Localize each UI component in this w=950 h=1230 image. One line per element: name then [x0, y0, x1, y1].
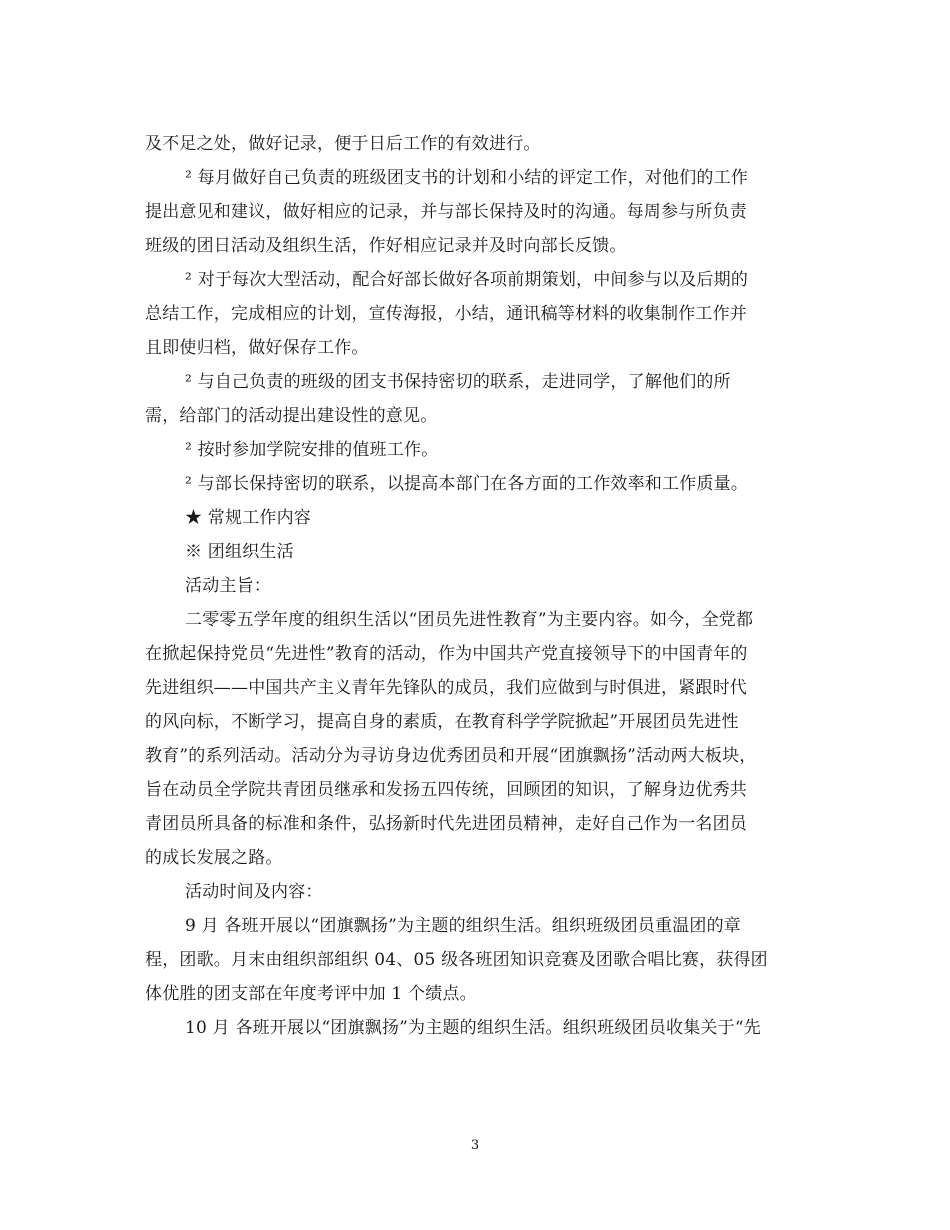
text-line: 先进组织——中国共产主义青年先锋队的成员，我们应做到与时俱进，紧跟时代 — [145, 678, 747, 698]
text-line: 青团员所具备的标准和条件，弘扬新时代先进团员精神，走好自己作为一名团员 — [145, 814, 747, 834]
body-text — [145, 127, 810, 1045]
text-line: 程，团歌。月末由组织部组织 04、05 级各班团知识竞赛及团歌合唱比赛，获得团 — [145, 950, 768, 970]
text-line: 教育”的系列活动。活动分为寻访身边优秀团员和开展“团旗飘扬”活动两大板块， — [145, 746, 757, 766]
text-line: 及不足之处，做好记录，便于日后工作的有效进行。 — [145, 134, 541, 154]
text-line: 需，给部门的活动提出建设性的意见。 — [145, 406, 438, 426]
text-line: 总结工作，完成相应的计划，宣传海报，小结，通讯稿等材料的收集制作工作并 — [145, 304, 747, 324]
text-line: 10 月 各班开展以“团旗飘扬”为主题的组织生活。组织班级团员收集关于“先 — [185, 1018, 761, 1038]
text-line: ² 与部长保持密切的联系，以提高本部门在各方面的工作效率和工作质量。 — [185, 474, 749, 494]
text-line: 活动主旨： — [185, 576, 271, 596]
text-line: ※ 团组织生活 — [185, 542, 294, 562]
text-line: 旨在动员全学院共青团员继承和发扬五四传统，回顾团的知识，了解身边优秀共 — [145, 780, 747, 800]
text-line: 活动时间及内容： — [185, 882, 323, 902]
text-line: 的风向标，不断学习，提高自身的素质，在教育科学学院掀起”开展团员先进性 — [145, 712, 739, 732]
text-line: ² 每月做好自己负责的班级团支书的计划和小结的评定工作，对他们的工作 — [185, 168, 749, 188]
text-line: 二零零五学年度的组织生活以“团员先进性教育”为主要内容。如今，全党都 — [185, 610, 754, 630]
text-line: 体优胜的团支部在年度考评中加 1 个绩点。 — [145, 984, 477, 1004]
text-line: 且即使归档，做好保存工作。 — [145, 338, 369, 358]
text-line: ² 按时参加学院安排的值班工作。 — [185, 440, 439, 460]
page-number: 3 — [470, 1138, 480, 1153]
text-line: 班级的团日活动及组织生活，作好相应记录并及时向部长反馈。 — [145, 236, 627, 256]
text-line: ² 对于每次大型活动，配合好部长做好各项前期策划，中间参与以及后期的 — [185, 270, 749, 290]
text-line: 提出意见和建议，做好相应的记录，并与部长保持及时的沟通。每周参与所负责 — [145, 202, 747, 222]
text-line: 9 月 各班开展以“团旗飘扬”为主题的组织生活。组织班级团员重温团的章 — [185, 916, 742, 936]
text-line: ² 与自己负责的班级的团支书保持密切的联系，走进同学，了解他们的所 — [185, 372, 731, 392]
text-line: 的成长发展之路。 — [145, 848, 283, 868]
text-line: 在掀起保持党员“先进性”教育的活动，作为中国共产党直接领导下的中国青年的 — [145, 644, 748, 664]
text-line: ★ 常规工作内容 — [185, 508, 312, 528]
